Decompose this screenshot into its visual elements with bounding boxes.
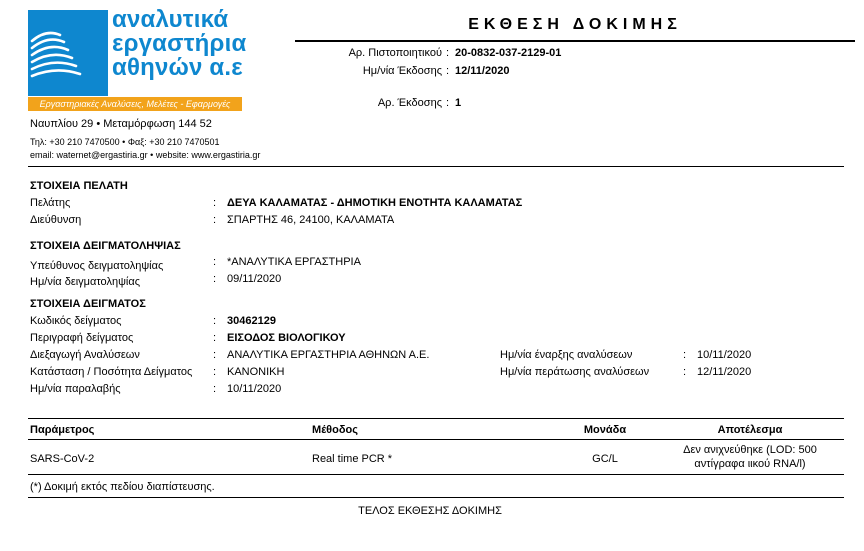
table-top-divider (28, 418, 844, 419)
row-method: Real time PCR * (312, 453, 393, 465)
logo-line-3: αθηνών α.ε (112, 54, 243, 81)
sampling-heading: ΣΤΟΙΧΕΙΑ ΔΕΙΓΜΑΤΟΛΗΨΙΑΣ (30, 240, 181, 252)
col-header-parameter: Παράμετρος (30, 424, 95, 436)
company-phones: Τηλ: +30 210 7470500 • Φαξ: +30 210 7470501 (30, 137, 220, 147)
sample-conduct-value: ΑΝΑΛΥΤΙΚΑ ΕΡΓΑΣΤΗΡΙΑ ΑΘΗΝΩΝ Α.Ε. (227, 349, 430, 361)
sample-condition-value: ΚΑΝΟΝΙΚΗ (227, 366, 285, 378)
issue-no-label: Αρ. Έκδοσης (377, 97, 442, 109)
report-title: ΕΚΘΕΣΗ ΔΟΚΙΜΗΣ (468, 16, 682, 33)
col-header-method: Μέθοδος (312, 424, 358, 436)
sample-desc-value: ΕΙΣΟΔΟΣ ΒΙΟΛΟΓΙΚΟΥ (227, 332, 346, 344)
title-divider (295, 40, 855, 42)
col-header-result: Αποτέλεσμα (717, 424, 783, 436)
analysis-end-label: Ημ/νία περάτωσης αναλύσεων (500, 366, 650, 378)
row-result-line-2: αντίγραφα ιικού RNA/l) (694, 458, 806, 470)
sampling-responsible-value: *ΑΝΑΛΥΤΙΚΑ ΕΡΓΑΣΤΗΡΙΑ (227, 256, 361, 268)
sample-condition-colon: : (213, 366, 217, 378)
sampling-date-value: 09/11/2020 (227, 273, 282, 285)
sample-code-colon: : (213, 315, 217, 327)
cert-value: 20-0832-037-2129-01 (455, 47, 562, 59)
footnote: (*) Δοκιμή εκτός πεδίου διαπίστευσης. (30, 481, 215, 493)
client-name-value: ΔΕΥΑ ΚΑΛΑΜΑΤΑΣ - ΔΗΜΟΤΙΚΗ ΕΝΟΤΗΤΑ ΚΑΛΑΜΑΤΑΣ (227, 197, 523, 209)
col-header-unit: Μονάδα (583, 424, 627, 436)
sampling-date-label: Ημ/νία δειγματοληψίας (30, 276, 141, 288)
analysis-start-value: 10/11/2020 (697, 349, 752, 361)
client-heading: ΣΤΟΙΧΕΙΑ ΠΕΛΑΤΗ (30, 180, 128, 192)
client-address-value: ΣΠΑΡΤΗΣ 46, 24100, ΚΑΛΑΜΑΤΑ (227, 214, 395, 226)
logo-tagline: Εργαστηριακές Αναλύσεις, Μελέτες - Εφαρμογές (28, 97, 242, 111)
sampling-responsible-label: Υπεύθυνος δειγματοληψίας (30, 260, 164, 272)
header-divider (28, 166, 844, 167)
sampling-responsible-colon: : (213, 256, 217, 268)
company-logo (28, 6, 247, 110)
logo-wordmark (112, 8, 246, 80)
issue-no-colon: : (446, 97, 450, 109)
row-result-line-1: Δεν ανιχνεύθηκε (LOD: 500 (683, 444, 817, 456)
cert-label: Αρ. Πιστοποιητικού (348, 47, 442, 59)
cert-colon: : (446, 47, 450, 59)
company-address: Ναυπλίου 29 • Μεταμόρφωση 144 52 (30, 118, 212, 130)
logo-line-2: εργαστήρια (112, 30, 247, 57)
sample-conduct-label: Διεξαγωγή Αναλύσεων (30, 349, 140, 361)
row-parameter: SARS-CoV-2 (30, 453, 95, 465)
client-name-label: Πελάτης (30, 197, 71, 209)
row-unit: GC/L (592, 453, 618, 465)
logo-line-1: αναλυτικά (112, 6, 229, 33)
analysis-end-colon: : (683, 366, 687, 378)
sample-received-label: Ημ/νία παραλαβής (30, 383, 121, 395)
end-of-report: ΤΕΛΟΣ ΕΚΘΕΣΗΣ ΔΟΚΙΜΗΣ (358, 505, 502, 517)
analysis-end-value: 12/11/2020 (697, 366, 752, 378)
client-address-label: Διεύθυνση (30, 214, 82, 226)
sample-code-value: 30462129 (227, 315, 276, 327)
sampling-date-colon: : (213, 273, 217, 285)
footnote-divider (28, 497, 844, 498)
sample-condition-label: Κατάσταση / Ποσότητα Δείγματος (30, 366, 193, 378)
sample-code-label: Κωδικός δείγματος (30, 315, 122, 327)
table-header-divider (28, 439, 844, 440)
logo-waves-icon (28, 10, 108, 96)
issue-date-value: 12/11/2020 (455, 65, 510, 77)
issue-date-colon: : (446, 65, 450, 77)
analysis-start-label: Ημ/νία έναρξης αναλύσεων (500, 349, 633, 361)
sample-conduct-colon: : (213, 349, 217, 361)
issue-date-label: Ημ/νία Έκδοσης (362, 65, 442, 77)
sample-desc-label: Περιγραφή δείγματος (30, 332, 134, 344)
table-bottom-divider (28, 474, 844, 475)
analysis-start-colon: : (683, 349, 687, 361)
client-address-colon: : (213, 214, 217, 226)
issue-no-value: 1 (455, 97, 462, 109)
sample-received-value: 10/11/2020 (227, 383, 282, 395)
sample-received-colon: : (213, 383, 217, 395)
client-name-colon: : (213, 197, 217, 209)
sample-heading: ΣΤΟΙΧΕΙΑ ΔΕΙΓΜΑΤΟΣ (30, 298, 146, 310)
company-contact: email: waternet@ergastiria.gr • website: www.ergastiria.gr (30, 150, 261, 160)
sample-desc-colon: : (213, 332, 217, 344)
